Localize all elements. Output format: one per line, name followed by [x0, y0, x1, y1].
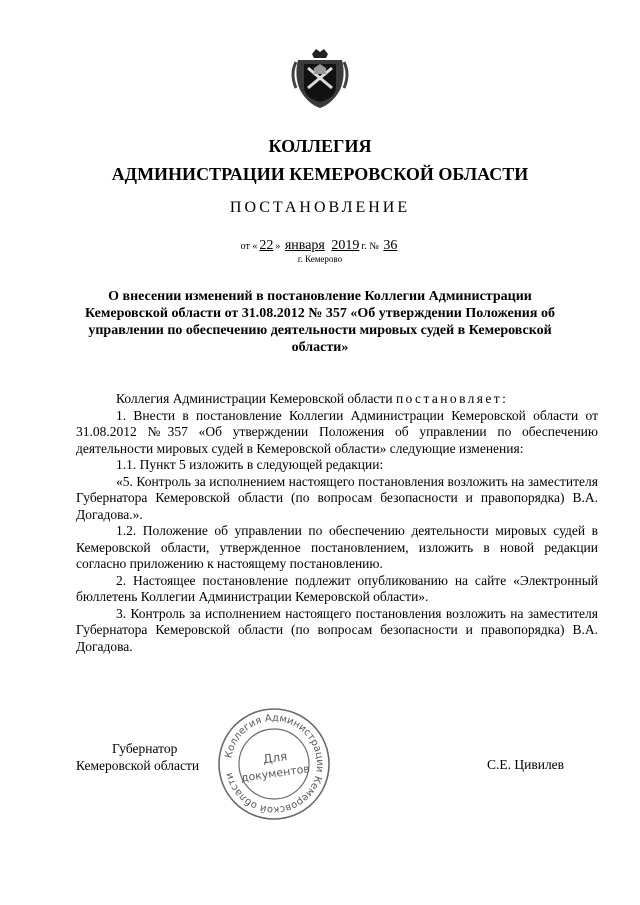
intro-text: Коллегия Администрации Кемеровской области: [116, 391, 393, 406]
number-sign: №: [369, 241, 379, 252]
date-quote-close: »: [275, 241, 281, 252]
org-title-line1: КОЛЛЕГИЯ: [268, 136, 372, 156]
paragraph-1-1: 1.1. Пункт 5 изложить в следующей редакции:: [116, 457, 384, 472]
signatory-title-line1: Губернатор: [112, 741, 178, 756]
signatory-title-line2: Кемеровской области: [76, 758, 200, 773]
date-prefix: от «: [240, 241, 258, 252]
intro-resolves: постановляет:: [395, 391, 509, 406]
document-body: [76, 391, 598, 655]
date-line: [0, 238, 640, 254]
paragraph-1: 1. Внести в постановление Коллегии Администрации Кемеровской области от 31.08.2012 №357 «Об утверждении Положения об управлении по обеспечению деятельности мировых судей в Кемеровской области» следующие изменения:: [76, 407, 598, 456]
org-title-line2: АДМИНИСТРАЦИИ КЕМЕРОВСКОЙ ОБЛАСТИ: [111, 164, 529, 184]
intro-paragraph: [76, 391, 598, 408]
signatory-title: [76, 740, 199, 774]
stamp-center-line1: Для: [262, 749, 289, 767]
document-heading: О внесении изменений в постановление Коллегии Администрации Кемеровской области от 31.08.2012 № 357 «Об утверждении Положения об управлении по обеспечению деятельности мировых судей в Кемеровской области»: [85, 289, 555, 355]
coat-of-arms-emblem: [290, 46, 350, 110]
date-year: 2019: [331, 238, 360, 253]
stamp-center-line2: документов: [240, 762, 311, 785]
paragraph-1-1-quote: «5. Контроль за исполнением настоящего постановления возложить на заместителя Губернатора Кемеровской области (по вопросам безопасности и правопорядка) В.А. Догадова.».: [76, 473, 598, 522]
official-stamp: [216, 706, 332, 822]
signatory-name: С.Е. Цивилев: [487, 757, 565, 772]
city: г. Кемерово: [297, 254, 343, 264]
stamp-ring-text: Коллегия Администрации Кемеровской области: [223, 712, 326, 816]
paragraph-3: 3. Контроль за исполнением настоящего постановления возложить на заместителя Губернатора Кемеровской области (по вопросам безопасности и правопорядка) В.А. Догадова.: [76, 605, 598, 654]
date-day: 22: [259, 238, 274, 253]
document-type: ПОСТАНОВЛЕНИЕ: [229, 199, 411, 216]
date-year-suffix: г.: [361, 241, 367, 252]
date-month: января: [284, 238, 325, 253]
document-number: 36: [383, 238, 398, 253]
paragraph-1-2: 1.2. Положение об управлении по обеспечению деятельности мировых судей в Кемеровской области, утвержденное постановлением, изложить в новой редакции согласно приложению к настоящему постановлению.: [76, 523, 598, 571]
paragraph-2: 2. Настоящее постановление подлежит опубликованию на сайте «Электронный бюллетень Коллегии Администрации Кемеровской области».: [76, 572, 598, 604]
